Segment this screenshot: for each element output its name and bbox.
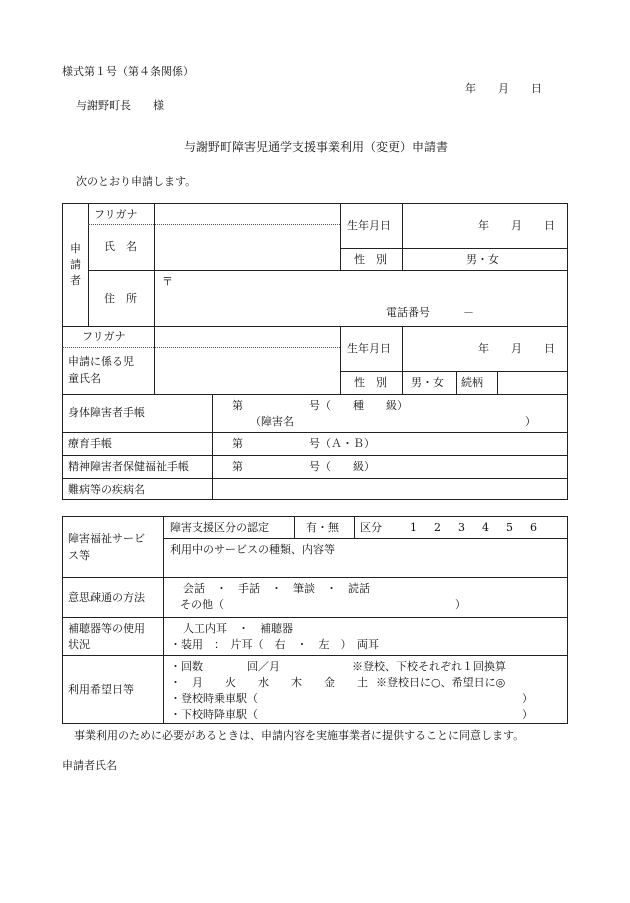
communication-label: 意思疎通の方法 [68, 591, 145, 604]
divider [456, 371, 457, 394]
divider [154, 203, 155, 326]
applicant-name-label: 氏 名 [104, 240, 137, 253]
cert-ryoiku-value: 第 号（Ａ・Ｂ） [232, 437, 375, 450]
level-1: 1 [410, 521, 417, 534]
applicant-address-label: 住 所 [104, 292, 137, 305]
cert-mental-label: 精神障害者保健福祉手帳 [68, 460, 189, 473]
level-2: 2 [434, 521, 441, 534]
divider [354, 516, 355, 538]
phone-label: 電話番号 － [386, 306, 474, 319]
divider [88, 203, 89, 326]
cert-mental-value: 第 号（ 級） [232, 460, 375, 473]
child-name-label-2: 童氏名 [68, 372, 101, 385]
hearing-types: 人工内耳 ・ 補聴器 [183, 622, 293, 635]
divider [402, 203, 403, 270]
level-5: 5 [506, 521, 513, 534]
divider [62, 577, 568, 578]
divider [163, 516, 164, 724]
cert-physical-value: 第 号（ 種 級） [232, 399, 408, 412]
level-3: 3 [458, 521, 465, 534]
divider [340, 326, 341, 394]
applicant-side-label [70, 241, 82, 289]
divider [62, 478, 568, 479]
divider [340, 248, 568, 249]
hearing-label-1: 補聴器等の使用 [68, 622, 145, 635]
schedule-days: ・ 月 火 水 木 金 土 [170, 676, 368, 689]
communication-other: その他（ ） [180, 598, 466, 611]
applicant-birthdate-label: 生年月日 [347, 219, 391, 232]
furigana-divider [62, 347, 340, 348]
divider [88, 270, 568, 271]
side-char: 申 [70, 242, 81, 255]
hearing-wearing: ・装用 ： 片耳（ 右 ・ 左 ） 両耳 [170, 638, 379, 651]
divider [62, 394, 568, 395]
consent-text: 事業利用のために必要があるときは、申請内容を実施事業者に提供することに同意します。 [74, 729, 525, 742]
divider [62, 432, 568, 433]
page-title: 与謝野町障害児通学支援事業利用（変更）申請書 [184, 140, 449, 154]
side-char: 請 [70, 258, 81, 271]
child-sex-value: 男・女 [411, 376, 444, 389]
side-char: 者 [70, 274, 81, 287]
form-number: 様式第１号（第４条関係） [62, 65, 194, 78]
communication-options: 会話 ・ 手話 ・ 筆談 ・ 読話 [183, 582, 370, 595]
intro-text: 次のとおり申請します。 [76, 175, 197, 188]
date-line: 年 月 日 [465, 82, 542, 95]
divider [340, 371, 568, 372]
child-furigana-label: フリガナ [82, 330, 126, 343]
services-label-1: 障害福祉サービ [68, 532, 145, 545]
divider [62, 455, 568, 456]
schedule-label: 利用希望日等 [68, 683, 134, 696]
postal-mark: 〒 [162, 275, 173, 288]
child-name-label-1: 申請に係る児 [68, 355, 134, 368]
divider [212, 394, 213, 500]
divider [340, 203, 341, 270]
child-relation-label: 続柄 [461, 376, 483, 389]
schedule-days-note: ※登校日に○、希望日に◎ [376, 676, 506, 689]
services-in-use: 利用中のサービスの種類、内容等 [170, 543, 335, 556]
applicant-birthdate-value: 年 月 日 [478, 219, 555, 232]
divider [62, 326, 568, 327]
applicant-signature-label: 申請者氏名 [62, 759, 117, 772]
services-label-2: ス等 [68, 549, 90, 562]
schedule-count: ・回数 回／月 [170, 660, 280, 673]
child-birthdate-label: 生年月日 [347, 342, 391, 355]
divider [62, 617, 568, 618]
applicant-sex-label: 性 別 [354, 253, 387, 266]
schedule-board: ・登校時乗車駅（ ） [170, 692, 533, 705]
division-label: 区分 [360, 521, 382, 534]
divider [154, 326, 155, 394]
level-4: 4 [482, 521, 489, 534]
schedule-alight: ・下校時降車駅（ ） [170, 708, 533, 721]
category-label: 障害支援区分の認定 [170, 521, 269, 534]
schedule-count-note: ※登校、下校それぞれ１回換算 [352, 660, 506, 673]
addressee: 与謝野町長 様 [76, 99, 164, 112]
divider [497, 371, 498, 394]
child-sex-label: 性 別 [354, 376, 387, 389]
divider [294, 516, 295, 538]
cert-disease-label: 難病等の疾病名 [68, 483, 145, 496]
applicant-sex-value: 男・女 [466, 253, 499, 266]
cert-ryoiku-label: 療育手帳 [68, 437, 112, 450]
cert-physical-label: 身体障害者手帳 [68, 406, 145, 419]
divider [62, 655, 568, 656]
level-6: 6 [530, 521, 537, 534]
has-none: 有・無 [306, 521, 339, 534]
divider [163, 538, 568, 539]
hearing-label-2: 状況 [68, 638, 90, 651]
child-birthdate-value: 年 月 日 [478, 342, 555, 355]
cert-physical-sub: （障害名 ） [250, 415, 536, 428]
furigana-divider [88, 224, 340, 225]
applicant-furigana-label: フリガナ [94, 208, 138, 221]
divider [402, 326, 403, 394]
